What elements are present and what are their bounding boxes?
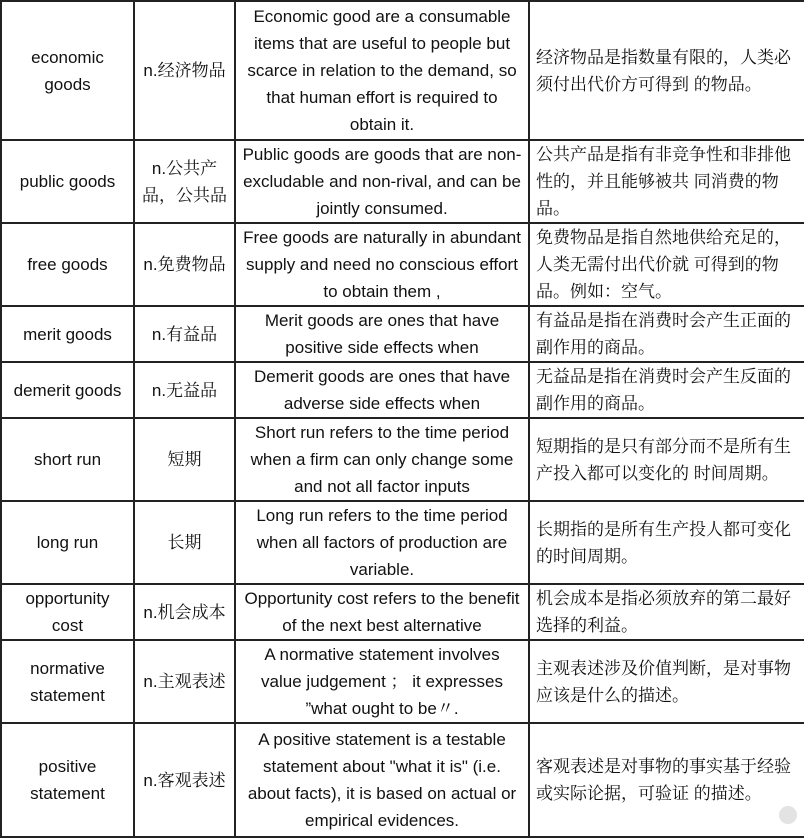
- part-of-speech-cell: n.经济物品: [134, 1, 235, 140]
- part-of-speech-cell: 长期: [134, 501, 235, 584]
- table-row: [1, 418, 804, 501]
- chinese-definition-cell: 主观表述涉及价值判断，是对事物应该是什么的描述。: [529, 640, 804, 723]
- english-definition-cell: Short run refers to the time period when a firm can only change some and not all factor inputs: [235, 418, 529, 501]
- chinese-definition-cell: 短期指的是只有部分而不是所有生产投入都可以变化的 时间周期。: [529, 418, 804, 501]
- english-definition-cell: Merit goods are ones that have positive side effects when: [235, 306, 529, 362]
- chinese-definition-cell: 经济物品是指数量有限的，人类必须付出代价方可得到 的物品。: [529, 1, 804, 140]
- term-cell: merit goods: [1, 306, 134, 362]
- english-definition-cell: Demerit goods are ones that have adverse side effects when: [235, 362, 529, 418]
- chinese-definition-cell: 机会成本是指必须放弃的第二最好选择的利益。: [529, 584, 804, 640]
- term-cell: opportunity cost: [1, 584, 134, 640]
- table-row: [1, 306, 804, 362]
- table-row: [1, 362, 804, 418]
- term-cell: demerit goods: [1, 362, 134, 418]
- table-row: [1, 723, 804, 837]
- english-definition-cell: Long run refers to the time period when all factors of production are variable.: [235, 501, 529, 584]
- chinese-definition-cell: 免费物品是指自然地供给充足的，人类无需付出代价就 可得到的物品。例如：空气。: [529, 223, 804, 306]
- table-row: [1, 501, 804, 584]
- chinese-definition-cell: 有益品是指在消费时会产生正面的副作用的商品。: [529, 306, 804, 362]
- part-of-speech-cell: n.免费物品: [134, 223, 235, 306]
- term-cell: short run: [1, 418, 134, 501]
- part-of-speech-cell: n.主观表述: [134, 640, 235, 723]
- chinese-definition-cell: 长期指的是所有生产投人都可变化的时间周期。: [529, 501, 804, 584]
- part-of-speech-cell: n.无益品: [134, 362, 235, 418]
- term-cell: long run: [1, 501, 134, 584]
- english-definition-cell: Public goods are goods that are non-excludable and non-rival, and can be jointly consumed.: [235, 140, 529, 223]
- chinese-definition-cell: 客观表述是对事物的事实基于经验或实际论据，可验证 的描述。: [529, 723, 804, 837]
- table-row: [1, 640, 804, 723]
- chinese-definition-cell: 公共产品是指有非竞争性和非排他性的，并且能够被共 同消费的物品。: [529, 140, 804, 223]
- table-row: [1, 223, 804, 306]
- part-of-speech-cell: n.机会成本: [134, 584, 235, 640]
- part-of-speech-cell: n.公共产品，公共品: [134, 140, 235, 223]
- english-definition-cell: Opportunity cost refers to the benefit of the next best alternative: [235, 584, 529, 640]
- term-cell: normative statement: [1, 640, 134, 723]
- english-definition-cell: A positive statement is a testable statement about "what it is" (i.e. about facts), it is based on actual or empirical evidences.: [235, 723, 529, 837]
- table-row: [1, 1, 804, 140]
- term-cell: positive statement: [1, 723, 134, 837]
- term-cell: public goods: [1, 140, 134, 223]
- table-row: [1, 140, 804, 223]
- term-cell: economic goods: [1, 1, 134, 140]
- english-definition-cell: Economic good are a consumable items that are useful to people but scarce in relation to the demand, so that human effort is required to obtain it.: [235, 1, 529, 140]
- english-definition-cell: A normative statement involves value judgement ； it expresses ”what ought to be〃.: [235, 640, 529, 723]
- part-of-speech-cell: n.客观表述: [134, 723, 235, 837]
- part-of-speech-cell: n.有益品: [134, 306, 235, 362]
- term-cell: free goods: [1, 223, 134, 306]
- part-of-speech-cell: 短期: [134, 418, 235, 501]
- english-definition-cell: Free goods are naturally in abundant supply and need no conscious effort to obtain them ,: [235, 223, 529, 306]
- table-row: [1, 584, 804, 640]
- chinese-definition-cell: 无益品是指在消费时会产生反面的副作用的商品。: [529, 362, 804, 418]
